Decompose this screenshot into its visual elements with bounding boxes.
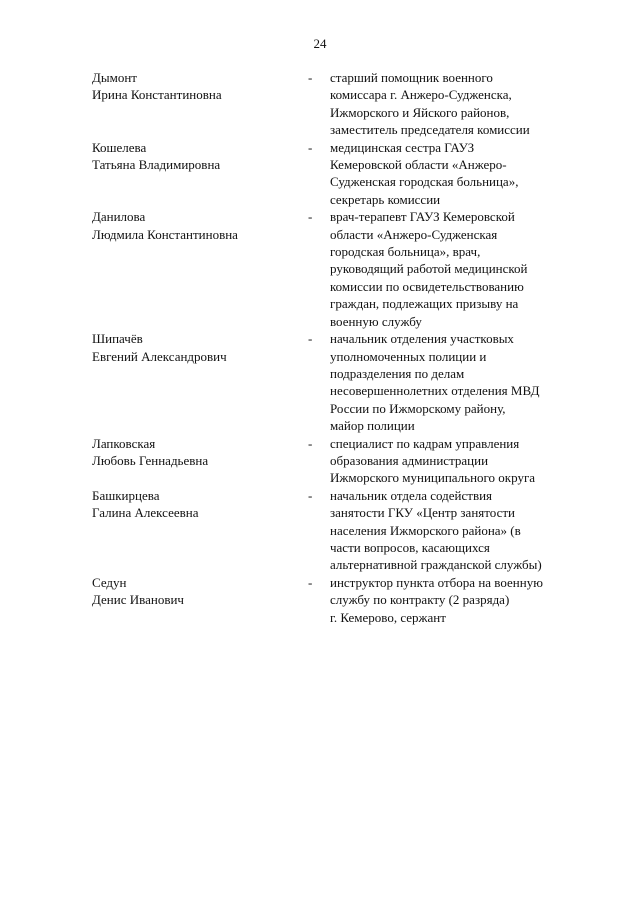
role-line: службу по контракту (2 разряда)	[330, 592, 510, 608]
role-line: инструктор пункта отбора на военную	[330, 574, 543, 590]
member-entry	[92, 435, 592, 487]
member-entry	[92, 208, 592, 330]
role-line: г. Кемерово, сержант	[330, 609, 446, 625]
member-entry	[92, 69, 592, 139]
member-name	[92, 574, 304, 626]
role-line: Ижморского муниципального округа	[330, 470, 536, 486]
role-line: Судженская городская больница»,	[330, 174, 519, 190]
member-role	[330, 208, 592, 330]
role-line: несовершеннолетних отделения МВД	[330, 383, 540, 399]
member-surname: Лапковская	[92, 435, 156, 451]
member-entry	[92, 139, 592, 209]
member-role	[330, 139, 592, 209]
separator-dash: -	[308, 574, 313, 590]
member-given-names: Галина Алексеевна	[92, 505, 199, 521]
page-number: 24	[313, 36, 327, 51]
role-line: военную службу	[330, 313, 422, 329]
member-name	[92, 487, 304, 574]
member-role	[330, 574, 592, 626]
role-line: старший помощник военного	[330, 70, 493, 85]
member-given-names: Татьяна Владимировна	[92, 157, 221, 173]
role-line: комиссара г. Анжеро-Судженска,	[330, 87, 512, 103]
member-role	[330, 69, 592, 139]
role-line: заместитель председателя комиссии	[330, 122, 530, 138]
member-name	[92, 139, 304, 209]
separator-dash: -	[308, 435, 313, 451]
separator-dash: -	[308, 70, 313, 85]
member-entry	[92, 330, 592, 434]
role-line: подразделения по делам	[330, 365, 465, 381]
role-line: России по Ижморскому району,	[330, 400, 506, 416]
separator-dash: -	[308, 331, 313, 347]
role-line: образования администрации	[330, 452, 489, 468]
member-surname: Данилова	[92, 209, 146, 225]
separator-dash: -	[308, 487, 313, 503]
member-role	[330, 330, 592, 434]
member-role	[330, 487, 592, 574]
separator-dash: -	[308, 209, 313, 225]
member-entry	[92, 574, 592, 626]
role-line: занятости ГКУ «Центр занятости	[330, 505, 516, 521]
commission-members-list	[92, 69, 592, 626]
role-line: городская больница», врач,	[330, 244, 481, 260]
member-given-names: Денис Иванович	[92, 592, 184, 608]
role-line: начальник отдела содействия	[330, 487, 493, 503]
member-surname: Дымонт	[92, 70, 137, 85]
separator-dash: -	[308, 139, 313, 155]
role-line: граждан, подлежащих призыву на	[330, 296, 519, 312]
role-line: начальник отделения участковых	[330, 331, 514, 347]
role-line: врач-терапевт ГАУЗ Кемеровской	[330, 209, 515, 225]
role-line: специалист по кадрам управления	[330, 435, 520, 451]
member-role	[330, 435, 592, 487]
member-entry	[92, 487, 592, 574]
member-surname: Шипачёв	[92, 331, 143, 347]
member-surname: Кошелева	[92, 139, 147, 155]
member-given-names: Любовь Геннадьевна	[92, 452, 209, 468]
member-name	[92, 208, 304, 330]
role-line: майор полиции	[330, 418, 415, 434]
member-given-names: Людмила Константиновна	[92, 226, 238, 242]
role-line: уполномоченных полиции и	[330, 348, 487, 364]
role-line: секретарь комиссии	[330, 191, 441, 207]
member-given-names: Евгений Александрович	[92, 348, 227, 364]
member-name	[92, 69, 304, 139]
member-surname: Башкирцева	[92, 487, 160, 503]
role-line: Кемеровской области «Анжеро-	[330, 157, 507, 173]
role-line: области «Анжеро-Судженская	[330, 226, 498, 242]
role-line: Ижморского и Яйского районов,	[330, 104, 510, 120]
role-line: альтернативной гражданской службы)	[330, 557, 542, 573]
member-surname: Седун	[92, 574, 127, 590]
role-line: части вопросов, касающихся	[330, 539, 490, 555]
member-given-names: Ирина Константиновна	[92, 87, 222, 103]
member-name	[92, 330, 304, 434]
role-line: медицинская сестра ГАУЗ	[330, 139, 475, 155]
role-line: комиссии по освидетельствованию	[330, 278, 524, 294]
member-name	[92, 435, 304, 487]
role-line: населения Ижморского района» (в	[330, 522, 521, 538]
role-line: руководящий работой медицинской	[330, 261, 528, 277]
